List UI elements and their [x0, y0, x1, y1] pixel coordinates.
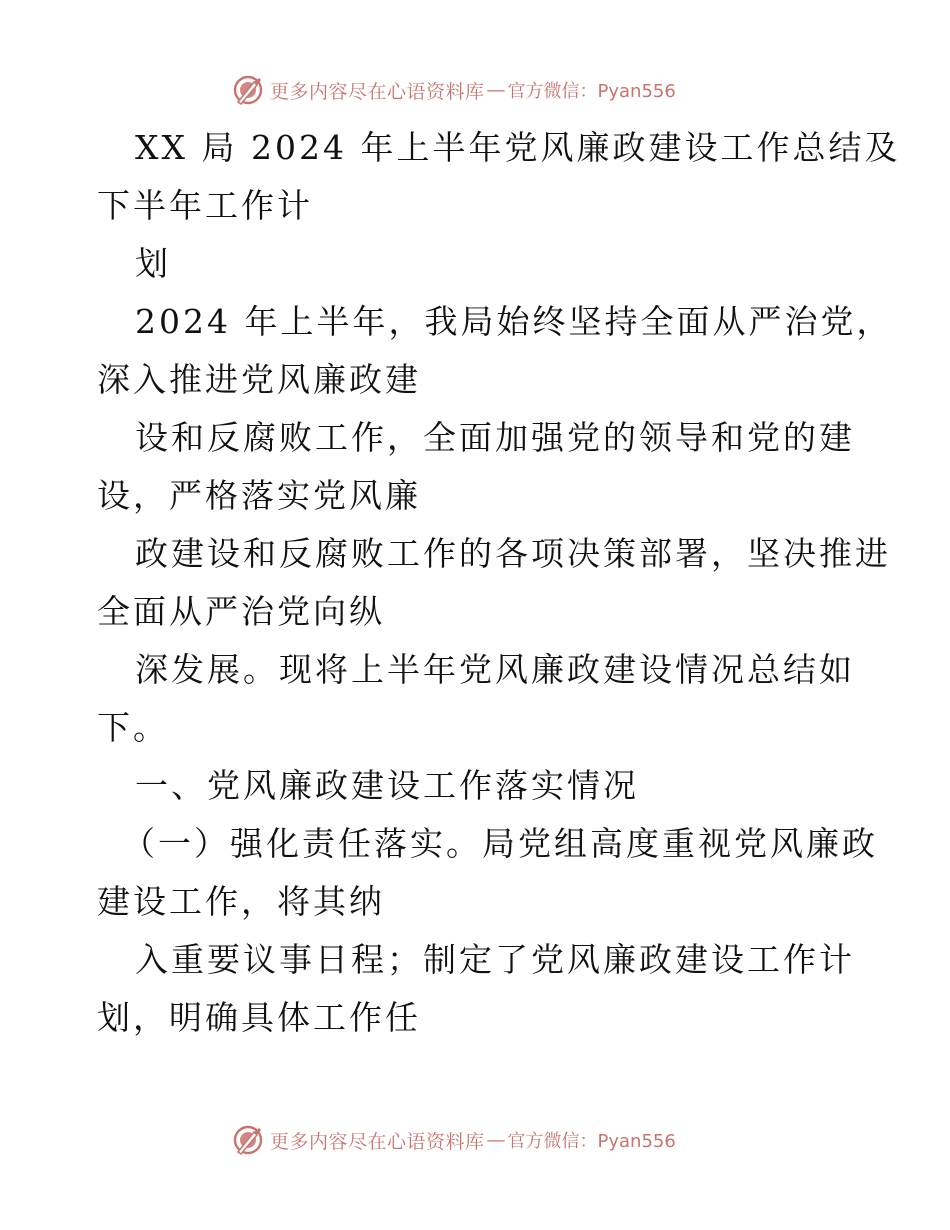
body-line-13: 划，明确具体工作任 [97, 998, 421, 1037]
watermark-site-text: 更多内容尽在心语资料库 [270, 1130, 485, 1153]
title-line-1: XX 局 2024 年上半年党风廉政建设工作总结及 [135, 128, 901, 167]
body-line-7: 深发展。现将上半年党风廉政建设情况总结如 [135, 650, 855, 689]
footer-watermark [232, 1122, 676, 1158]
pen-logo-icon [232, 74, 264, 106]
body-line-1: 2024 年上半年，我局始终坚持全面从严治党， [135, 302, 893, 341]
pen-logo-icon [232, 1124, 264, 1156]
watermark-wechat-text: 官方微信：Pyan556 [507, 1131, 676, 1152]
body-line-10: （一）强化责任落实。局党组高度重视党风廉政 [122, 824, 878, 863]
header-watermark [232, 72, 676, 108]
body-line-12: 入重要议事日程；制定了党风廉政建设工作计 [135, 940, 855, 979]
watermark-separator: — [486, 79, 506, 101]
body-line-2: 深入推进党风廉政建 [97, 360, 421, 399]
watermark-separator: — [486, 1129, 506, 1151]
body-line-3: 设和反腐败工作，全面加强党的领导和党的建 [135, 418, 855, 457]
section-heading-1: 一、党风廉政建设工作落实情况 [135, 766, 639, 805]
body-line-5: 政建设和反腐败工作的各项决策部署，坚决推进 [135, 534, 891, 573]
body-line-6: 全面从严治党向纵 [97, 592, 385, 631]
body-line-11: 建设工作，将其纳 [97, 882, 385, 921]
body-line-4: 设，严格落实党风廉 [97, 476, 421, 515]
watermark-wechat-text: 官方微信：Pyan556 [507, 81, 676, 102]
title-line-2: 下半年工作计 [97, 186, 313, 225]
watermark-site-text: 更多内容尽在心语资料库 [270, 80, 485, 103]
title-line-3: 划 [135, 244, 171, 283]
body-line-8: 下。 [97, 708, 169, 747]
